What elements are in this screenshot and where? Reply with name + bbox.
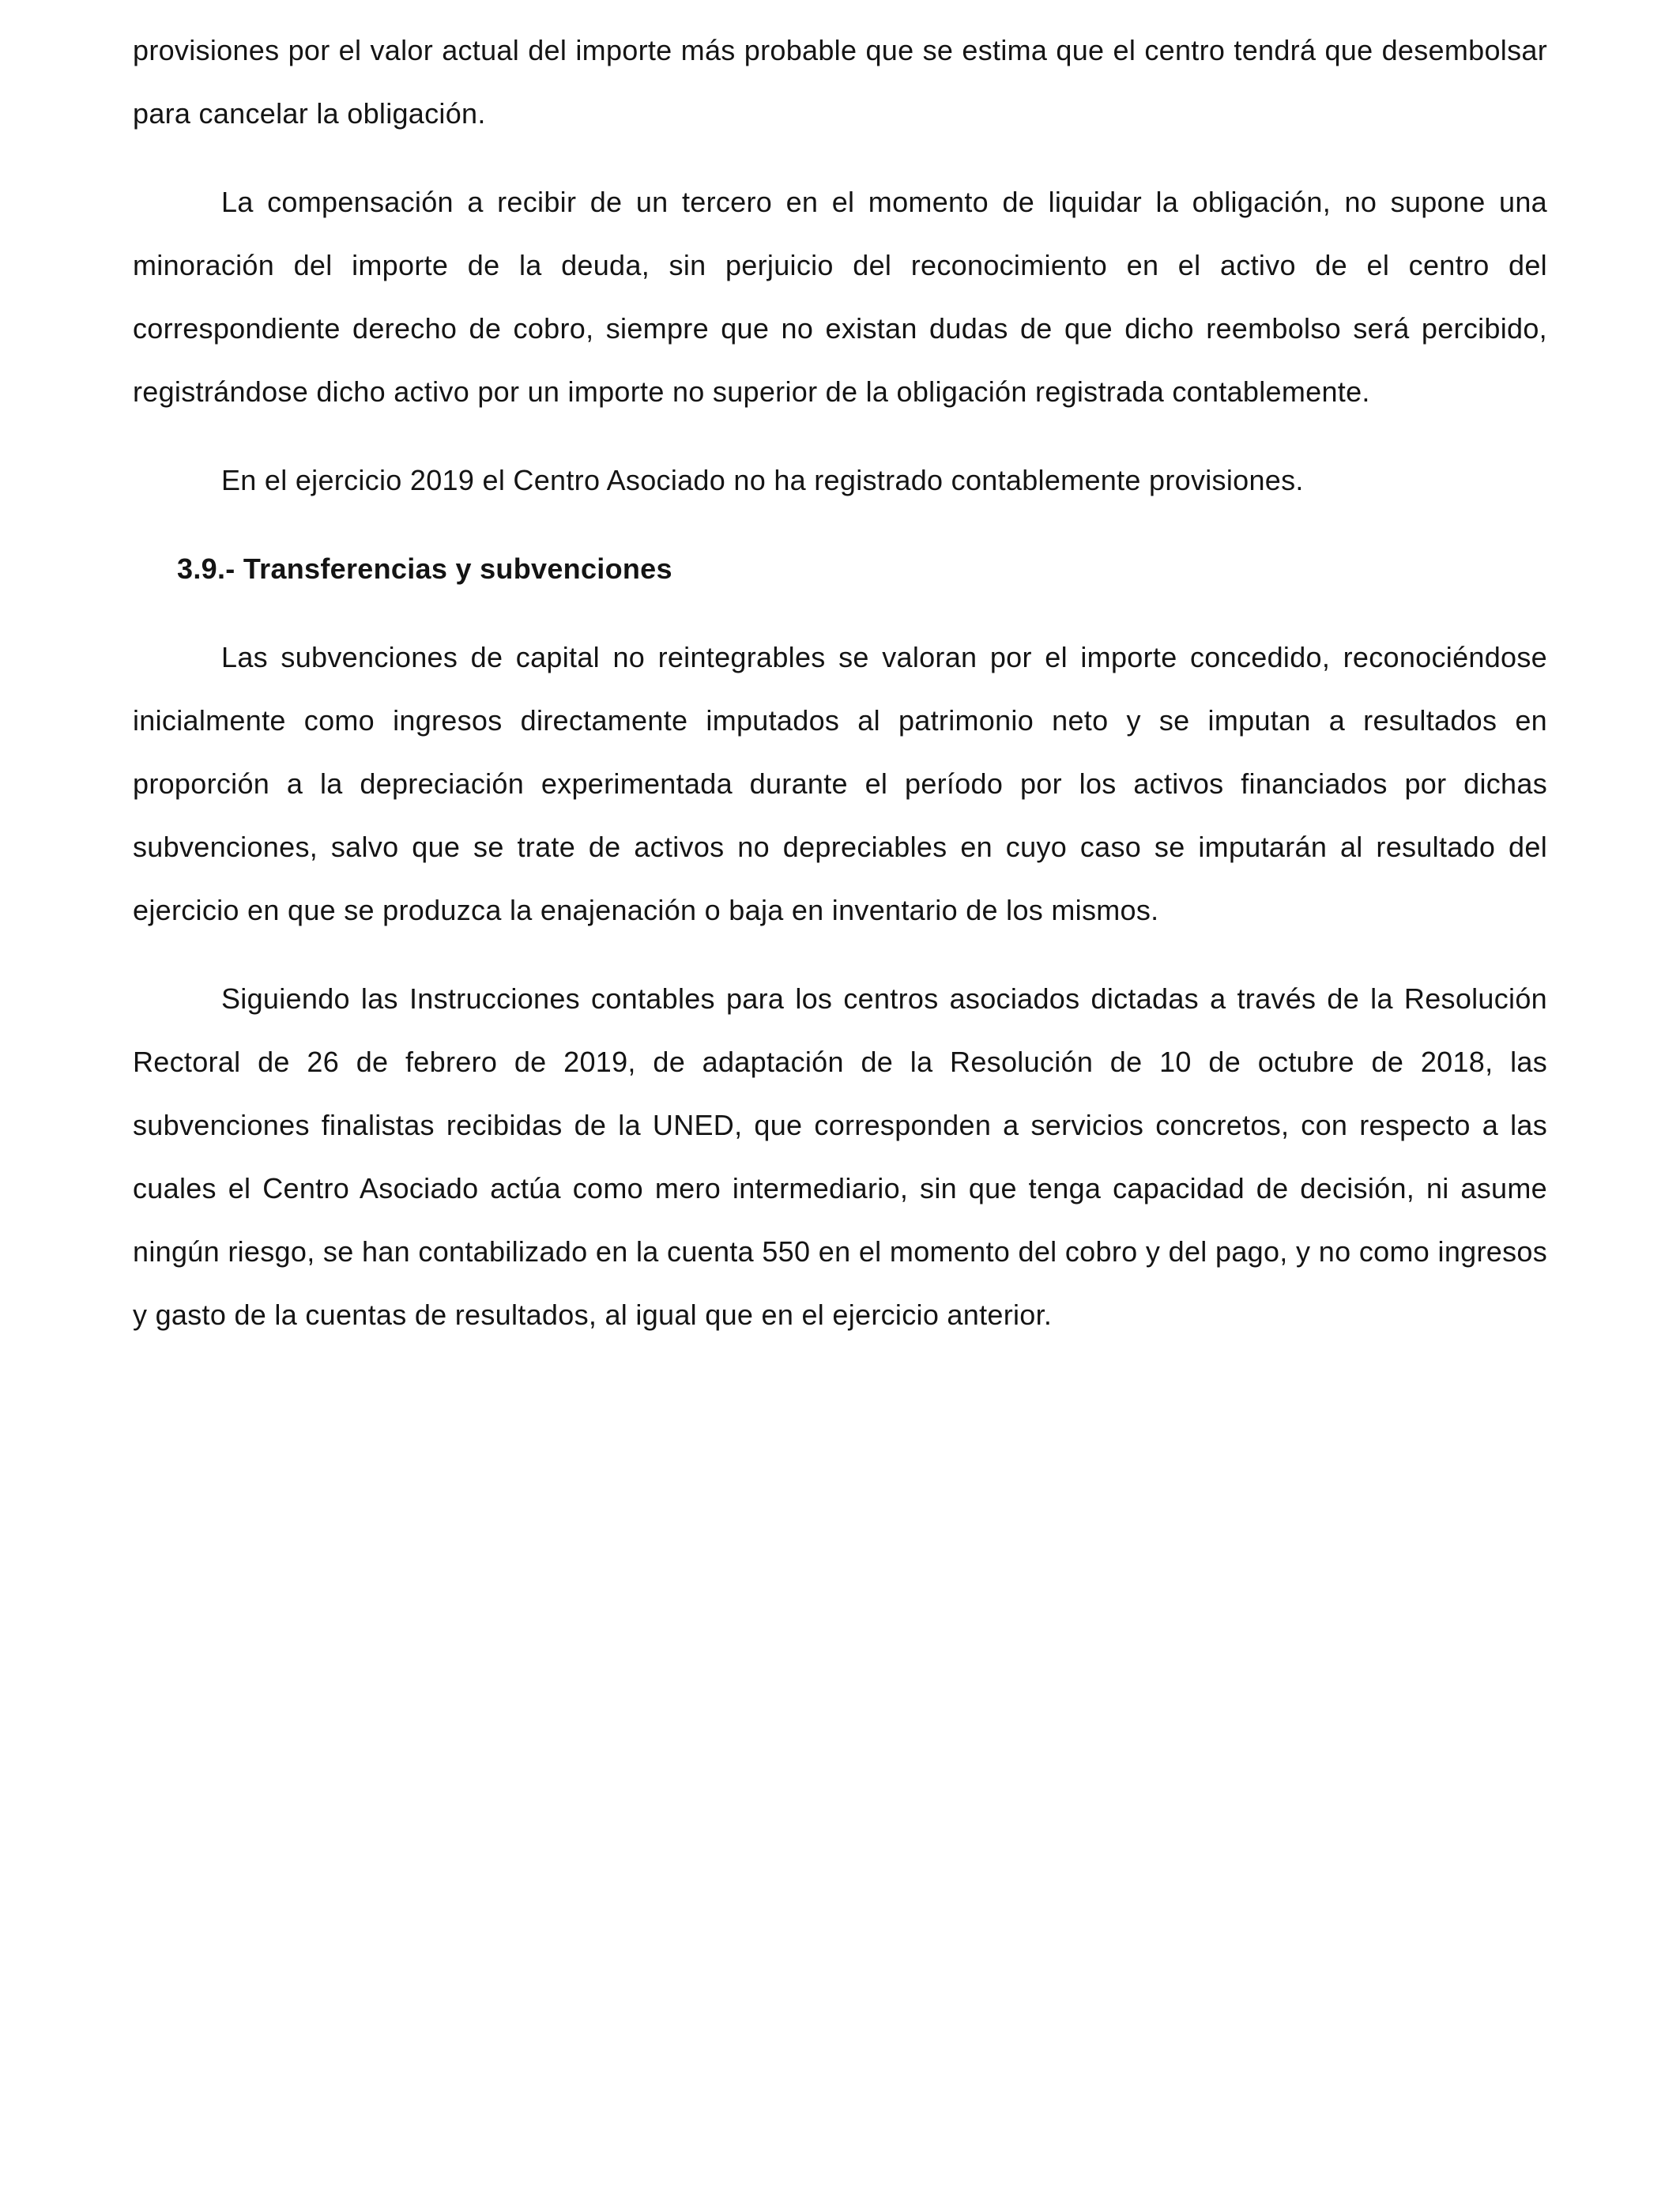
- paragraph-provisiones-continuation: provisiones por el valor actual del importe más probable que se estima que el centro tendrá que desembolsar para cancelar la obligación.: [133, 34, 1547, 130]
- section-heading-transferencias-subvenciones: 3.9.- Transferencias y subvenciones: [177, 552, 672, 585]
- paragraph-instrucciones-contables: Siguiendo las Instrucciones contables para los centros asociados dictadas a través de la Resolución Rectoral de 26 de febrero de 2019, de adaptación de la Resolución de 10 de octubre de 2018, las subvenciones finalistas recibidas de la UNED, que corresponden a servicios concretos, con respecto a las cuales el Centro Asociado actúa como mero intermediario, sin que tenga capacidad de decisión, ni asume ningún riesgo, se han contabilizado en la cuenta 550 en el momento del cobro y del pago, y no como ingresos y gasto de la cuentas de resultados, al igual que en el ejercicio anterior.: [133, 982, 1547, 1331]
- document-body: [133, 19, 1547, 1347]
- paragraph-subvenciones-capital: Las subvenciones de capital no reintegrables se valoran por el importe concedido, reconociéndose inicialmente como ingresos directamente imputados al patrimonio neto y se imputan a resultados en proporción a la depreciación experimentada durante el período por los activos financiados por dichas subvenciones, salvo que se trate de activos no depreciables en cuyo caso se imputarán al resultado del ejercicio en que se produzca la enajenación o baja en inventario de los mismos.: [133, 641, 1547, 926]
- paragraph-compensacion: La compensación a recibir de un tercero en el momento de liquidar la obligación, no supone una minoración del importe de la deuda, sin perjuicio del reconocimiento en el activo de el centro del correspondiente derecho de cobro, siempre que no existan dudas de que dicho reembolso será percibido, registrándose dicho activo por un importe no superior de la obligación registrada contablemente.: [133, 186, 1547, 408]
- paragraph-provisiones-2019: En el ejercicio 2019 el Centro Asociado no ha registrado contablemente provisiones.: [221, 464, 1304, 496]
